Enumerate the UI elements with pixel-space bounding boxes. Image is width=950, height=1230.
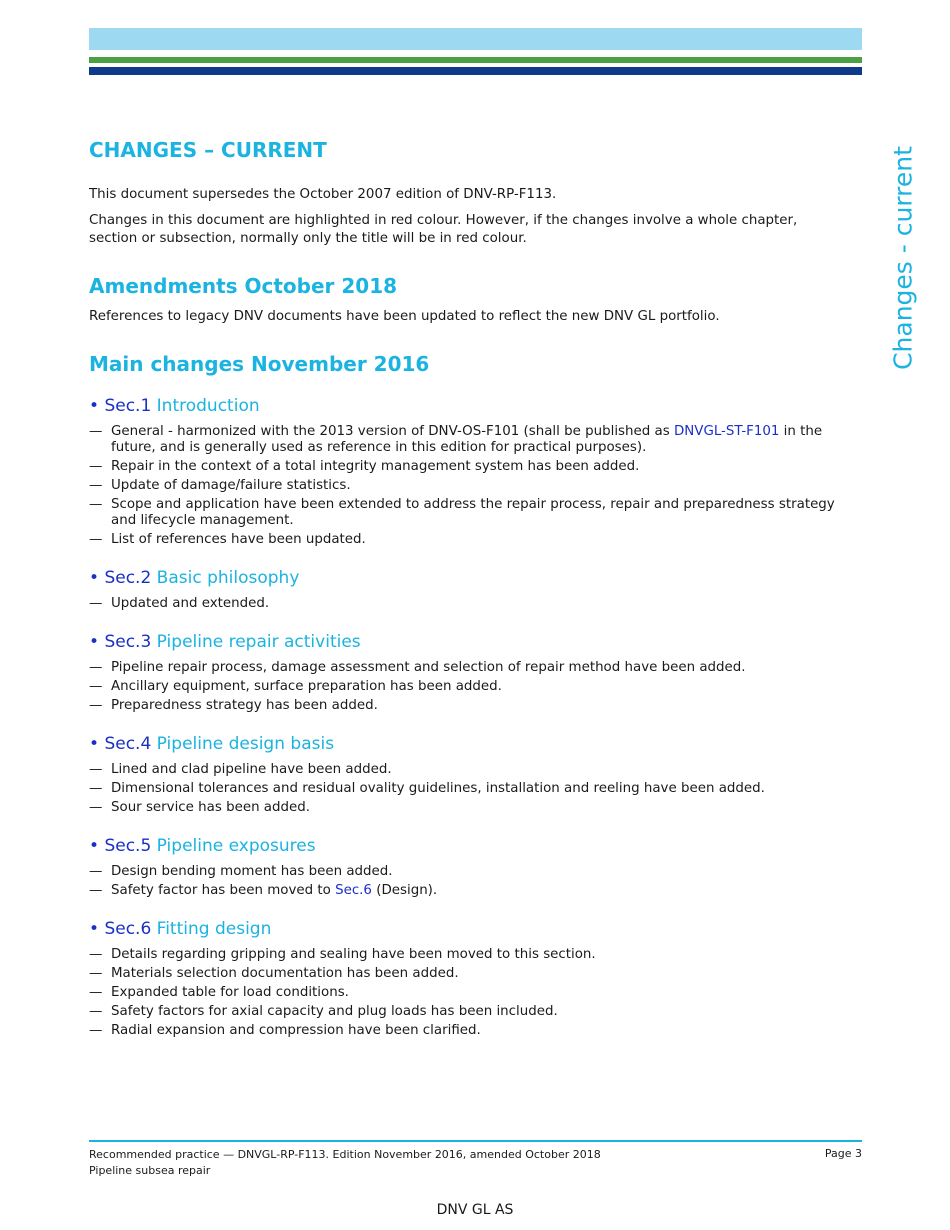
section-ref-link[interactable]: Sec.1 [104, 396, 152, 416]
footer-document-line: Recommended practice — DNVGL-RP-F113. Edition November 2016, amended October 2018 [89, 1148, 601, 1161]
dash-icon: — [89, 532, 103, 547]
list-item-text-tail: in the future, and is generally used as reference in this edition for practical purposes). [111, 424, 823, 455]
list-item [89, 532, 849, 548]
list-item [89, 966, 849, 982]
section-ref-link[interactable]: Sec.3 [104, 632, 152, 652]
list-item [89, 698, 849, 714]
list-item [89, 800, 849, 816]
dash-icon: — [89, 966, 103, 981]
dash-icon: — [89, 1004, 103, 1019]
list-item-text: Safety factors for axial capacity and plug loads has been included. [111, 1004, 558, 1019]
intro-paragraph-1: This document supersedes the October 2007 edition of DNV-RP-F113. [89, 187, 557, 202]
list-item-text: Expanded table for load conditions. [111, 985, 349, 1000]
list-item [89, 459, 849, 475]
list-item-text: General - harmonized with the 2013 version of DNV-OS-F101 (shall be published as [111, 424, 674, 439]
section-heading [89, 734, 849, 754]
section-ref-link[interactable]: Sec.4 [104, 734, 152, 754]
list-item-text: Preparedness strategy has been added. [111, 698, 378, 713]
list-item-text: Safety factor has been moved to [111, 883, 336, 898]
main-content [89, 138, 849, 1042]
list-item-text: Repair in the context of a total integrity management system has been added. [111, 459, 640, 474]
section-heading [89, 396, 849, 416]
inline-reference-link[interactable]: Sec.6 [335, 883, 372, 898]
change-list [89, 660, 849, 714]
bullet-icon: • [89, 734, 105, 754]
change-list [89, 762, 849, 816]
dash-icon: — [89, 985, 103, 1000]
list-item [89, 1023, 849, 1039]
change-list [89, 424, 849, 548]
list-item [89, 781, 849, 797]
change-list [89, 596, 849, 612]
page-title: CHANGES – CURRENT [89, 138, 327, 162]
list-item-text: Design bending moment has been added. [111, 864, 393, 879]
list-item-text: Scope and application have been extended to address the repair process, repair and preparedness strategy and lifecycle management. [111, 497, 835, 528]
section-title: Fitting design [156, 919, 272, 939]
amendments-text: References to legacy DNV documents have been updated to reflect the new DNV GL portfolio. [89, 309, 720, 324]
section-title: Pipeline repair activities [156, 632, 361, 652]
sections-list [89, 396, 849, 1039]
dash-icon: — [89, 424, 103, 439]
bullet-icon: • [89, 632, 105, 652]
dash-icon: — [89, 679, 103, 694]
list-item-text: Dimensional tolerances and residual ovality guidelines, installation and reeling have been added. [111, 781, 765, 796]
footer-rule [89, 1140, 862, 1142]
list-item [89, 1004, 849, 1020]
inline-reference-link[interactable]: DNVGL-ST-F101 [673, 424, 780, 439]
section-heading [89, 919, 849, 939]
list-item [89, 660, 849, 676]
intro-paragraph-2: Changes in this document are highlighted in red colour. However, if the changes involve a whole chapter, section or subsection, normally only the title will be in red colour. [89, 213, 798, 246]
list-item-text: Pipeline repair process, damage assessment and selection of repair method have been added. [111, 660, 746, 675]
change-list [89, 947, 849, 1039]
list-item [89, 947, 849, 963]
section-ref-link[interactable]: Sec.6 [104, 919, 152, 939]
header-band-light [89, 28, 862, 50]
dash-icon: — [89, 596, 103, 611]
list-item [89, 596, 849, 612]
dash-icon: — [89, 864, 103, 879]
list-item-text: Details regarding gripping and sealing have been moved to this section. [111, 947, 596, 962]
list-item [89, 478, 849, 494]
list-item [89, 883, 849, 899]
section-title: Basic philosophy [156, 568, 300, 588]
section-heading [89, 836, 849, 856]
bullet-icon: • [89, 396, 105, 416]
page-number: Page 3 [824, 1147, 862, 1160]
dash-icon: — [89, 781, 103, 796]
bullet-icon: • [89, 568, 105, 588]
bullet-icon: • [89, 919, 105, 939]
dash-icon: — [89, 762, 103, 777]
section-heading [89, 568, 849, 588]
footer-left [89, 1147, 601, 1179]
list-item-text: Updated and extended. [111, 596, 270, 611]
list-item [89, 864, 849, 880]
amendments-heading: Amendments October 2018 [89, 274, 398, 298]
dash-icon: — [89, 947, 103, 962]
section-ref-link[interactable]: Sec.5 [104, 836, 152, 856]
bullet-icon: • [89, 836, 105, 856]
dash-icon: — [89, 478, 103, 493]
list-item [89, 762, 849, 778]
header-band-navy [89, 67, 862, 75]
list-item-text: Lined and clad pipeline have been added. [111, 762, 392, 777]
list-item-text: Radial expansion and compression have been clarified. [111, 1023, 481, 1038]
list-item [89, 985, 849, 1001]
dash-icon: — [89, 459, 103, 474]
dash-icon: — [89, 698, 103, 713]
list-item [89, 497, 849, 529]
section-title: Introduction [156, 396, 260, 416]
header-band-green [89, 57, 862, 63]
change-list [89, 864, 849, 899]
dash-icon: — [89, 660, 103, 675]
section-title: Pipeline design basis [156, 734, 335, 754]
section-ref-link[interactable]: Sec.2 [104, 568, 152, 588]
dash-icon: — [89, 800, 103, 815]
list-item-text: Materials selection documentation has been added. [111, 966, 459, 981]
list-item [89, 424, 849, 456]
list-item-text: List of references have been updated. [111, 532, 366, 547]
main-changes-heading: Main changes November 2016 [89, 352, 430, 376]
publisher: DNV GL AS [436, 1202, 514, 1218]
section-title: Pipeline exposures [156, 836, 316, 856]
side-title: Changes - current [888, 146, 918, 370]
dash-icon: — [89, 883, 103, 898]
list-item-text: Ancillary equipment, surface preparation has been added. [111, 679, 502, 694]
section-heading [89, 632, 849, 652]
list-item-text: Sour service has been added. [111, 800, 311, 815]
list-item-text: Update of damage/failure statistics. [111, 478, 351, 493]
footer-title-line: Pipeline subsea repair [89, 1164, 211, 1177]
dash-icon: — [89, 497, 103, 512]
dash-icon: — [89, 1023, 103, 1038]
list-item-text-tail: (Design). [371, 883, 438, 898]
list-item [89, 679, 849, 695]
